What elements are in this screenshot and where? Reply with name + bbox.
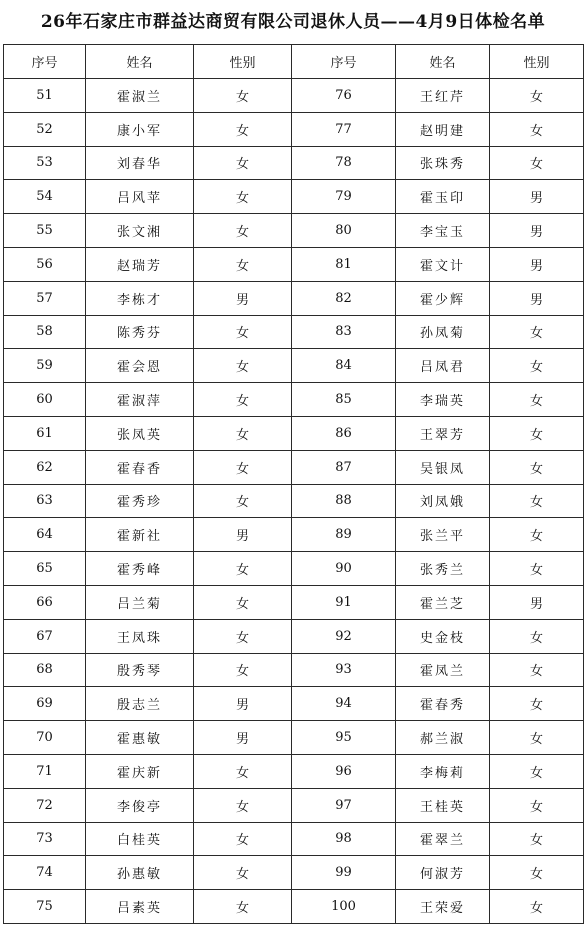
cell-name-right: 张珠秀 [396, 146, 490, 180]
cell-name-right: 郝兰淑 [396, 721, 490, 755]
table-row [4, 484, 584, 518]
cell-name-left: 霍淑兰 [86, 79, 194, 113]
cell-name-left: 李俊亭 [86, 788, 194, 822]
cell-sex-left: 女 [194, 619, 292, 653]
header-row [4, 45, 584, 79]
cell-sex-right: 女 [490, 653, 584, 687]
cell-no-left: 68 [4, 653, 86, 687]
cell-no-left: 69 [4, 687, 86, 721]
cell-no-left: 64 [4, 518, 86, 552]
cell-no-left: 55 [4, 214, 86, 248]
cell-sex-right: 男 [490, 585, 584, 619]
cell-name-right: 李宝玉 [396, 214, 490, 248]
cell-name-left: 霍淑萍 [86, 383, 194, 417]
cell-no-right: 86 [292, 416, 396, 450]
cell-sex-left: 女 [194, 653, 292, 687]
cell-no-right: 87 [292, 450, 396, 484]
cell-name-left: 霍惠敏 [86, 721, 194, 755]
cell-no-right: 88 [292, 484, 396, 518]
cell-sex-right: 女 [490, 822, 584, 856]
cell-sex-right: 女 [490, 79, 584, 113]
cell-name-right: 史金枝 [396, 619, 490, 653]
cell-no-right: 100 [292, 890, 396, 924]
cell-no-left: 52 [4, 112, 86, 146]
cell-no-left: 62 [4, 450, 86, 484]
cell-sex-left: 女 [194, 180, 292, 214]
cell-no-left: 57 [4, 281, 86, 315]
cell-name-right: 霍春秀 [396, 687, 490, 721]
table-row [4, 585, 584, 619]
cell-sex-left: 女 [194, 112, 292, 146]
cell-name-right: 王荣爱 [396, 890, 490, 924]
table-row [4, 721, 584, 755]
cell-name-right: 李瑞英 [396, 383, 490, 417]
table-row [4, 822, 584, 856]
cell-name-left: 吕兰菊 [86, 585, 194, 619]
table-row [4, 653, 584, 687]
cell-name-left: 吕素英 [86, 890, 194, 924]
table-row [4, 687, 584, 721]
cell-no-left: 63 [4, 484, 86, 518]
cell-name-left: 白桂英 [86, 822, 194, 856]
cell-sex-right: 女 [490, 856, 584, 890]
cell-no-right: 82 [292, 281, 396, 315]
cell-name-left: 孙惠敏 [86, 856, 194, 890]
cell-name-left: 刘春华 [86, 146, 194, 180]
cell-name-left: 王凤珠 [86, 619, 194, 653]
table-row [4, 754, 584, 788]
table-row [4, 180, 584, 214]
cell-sex-right: 女 [490, 721, 584, 755]
cell-no-left: 56 [4, 247, 86, 281]
table-row [4, 112, 584, 146]
cell-name-right: 霍少辉 [396, 281, 490, 315]
cell-sex-right: 女 [490, 315, 584, 349]
cell-name-right: 霍兰芝 [396, 585, 490, 619]
header-no-right: 序号 [292, 45, 396, 79]
cell-sex-left: 女 [194, 585, 292, 619]
cell-sex-right: 女 [490, 552, 584, 586]
cell-sex-left: 女 [194, 754, 292, 788]
table-row [4, 146, 584, 180]
table-row [4, 79, 584, 113]
header-name-right: 姓名 [396, 45, 490, 79]
cell-sex-left: 女 [194, 552, 292, 586]
cell-no-left: 73 [4, 822, 86, 856]
table-row [4, 552, 584, 586]
cell-no-left: 54 [4, 180, 86, 214]
cell-sex-left: 女 [194, 788, 292, 822]
cell-sex-right: 女 [490, 484, 584, 518]
header-no-left: 序号 [4, 45, 86, 79]
cell-name-left: 霍新社 [86, 518, 194, 552]
header-name-left: 姓名 [86, 45, 194, 79]
table-row [4, 281, 584, 315]
cell-name-right: 吴银凤 [396, 450, 490, 484]
cell-name-right: 霍玉印 [396, 180, 490, 214]
cell-no-right: 91 [292, 585, 396, 619]
cell-sex-right: 女 [490, 450, 584, 484]
cell-no-left: 61 [4, 416, 86, 450]
cell-name-left: 张凤英 [86, 416, 194, 450]
cell-no-left: 70 [4, 721, 86, 755]
cell-no-right: 83 [292, 315, 396, 349]
header-sex-right: 性别 [490, 45, 584, 79]
cell-no-left: 65 [4, 552, 86, 586]
cell-sex-right: 女 [490, 383, 584, 417]
cell-sex-left: 女 [194, 349, 292, 383]
cell-name-left: 霍庆新 [86, 754, 194, 788]
cell-name-right: 赵明建 [396, 112, 490, 146]
table-row [4, 349, 584, 383]
cell-sex-left: 女 [194, 315, 292, 349]
cell-no-left: 72 [4, 788, 86, 822]
cell-no-left: 71 [4, 754, 86, 788]
cell-sex-right: 男 [490, 281, 584, 315]
cell-sex-left: 女 [194, 416, 292, 450]
cell-sex-right: 女 [490, 687, 584, 721]
cell-no-right: 89 [292, 518, 396, 552]
cell-sex-right: 男 [490, 180, 584, 214]
cell-name-right: 霍翠兰 [396, 822, 490, 856]
cell-name-left: 张文湘 [86, 214, 194, 248]
cell-name-right: 张秀兰 [396, 552, 490, 586]
cell-no-left: 74 [4, 856, 86, 890]
document-title: 26年石家庄市群益达商贸有限公司退休人员——4月9日体检名单 [40, 12, 546, 32]
cell-name-left: 殷秀琴 [86, 653, 194, 687]
cell-sex-left: 女 [194, 247, 292, 281]
cell-no-right: 92 [292, 619, 396, 653]
cell-sex-right: 女 [490, 416, 584, 450]
cell-name-right: 吕凤君 [396, 349, 490, 383]
cell-sex-right: 女 [490, 619, 584, 653]
cell-sex-right: 女 [490, 518, 584, 552]
cell-name-right: 王桂英 [396, 788, 490, 822]
cell-no-right: 76 [292, 79, 396, 113]
table-row [4, 416, 584, 450]
table-row [4, 619, 584, 653]
cell-sex-left: 男 [194, 687, 292, 721]
roster-body [4, 79, 584, 924]
cell-sex-right: 女 [490, 146, 584, 180]
cell-name-left: 霍春香 [86, 450, 194, 484]
cell-sex-left: 男 [194, 721, 292, 755]
cell-no-right: 84 [292, 349, 396, 383]
cell-no-right: 93 [292, 653, 396, 687]
cell-sex-left: 女 [194, 450, 292, 484]
table-row [4, 518, 584, 552]
cell-sex-right: 女 [490, 754, 584, 788]
cell-sex-left: 女 [194, 79, 292, 113]
cell-sex-left: 女 [194, 484, 292, 518]
cell-name-left: 李栋才 [86, 281, 194, 315]
table-row [4, 383, 584, 417]
cell-name-left: 康小军 [86, 112, 194, 146]
table-row [4, 890, 584, 924]
cell-no-right: 96 [292, 754, 396, 788]
cell-no-right: 98 [292, 822, 396, 856]
cell-sex-left: 女 [194, 383, 292, 417]
cell-no-left: 59 [4, 349, 86, 383]
cell-sex-left: 女 [194, 856, 292, 890]
cell-no-left: 60 [4, 383, 86, 417]
cell-no-right: 78 [292, 146, 396, 180]
cell-no-right: 81 [292, 247, 396, 281]
cell-name-right: 张兰平 [396, 518, 490, 552]
cell-name-left: 霍秀峰 [86, 552, 194, 586]
cell-sex-right: 女 [490, 349, 584, 383]
table-row [4, 788, 584, 822]
cell-no-left: 67 [4, 619, 86, 653]
cell-no-right: 99 [292, 856, 396, 890]
cell-name-right: 何淑芳 [396, 856, 490, 890]
cell-no-left: 53 [4, 146, 86, 180]
cell-no-left: 58 [4, 315, 86, 349]
cell-no-right: 95 [292, 721, 396, 755]
cell-name-left: 霍会恩 [86, 349, 194, 383]
cell-sex-right: 女 [490, 890, 584, 924]
cell-sex-right: 男 [490, 214, 584, 248]
cell-name-left: 陈秀芬 [86, 315, 194, 349]
cell-name-right: 刘凤娥 [396, 484, 490, 518]
table-row [4, 450, 584, 484]
cell-no-right: 77 [292, 112, 396, 146]
cell-no-right: 90 [292, 552, 396, 586]
cell-sex-left: 女 [194, 146, 292, 180]
cell-name-right: 霍文计 [396, 247, 490, 281]
cell-sex-right: 女 [490, 788, 584, 822]
cell-sex-left: 男 [194, 281, 292, 315]
cell-no-left: 51 [4, 79, 86, 113]
cell-name-right: 孙凤菊 [396, 315, 490, 349]
cell-sex-left: 女 [194, 214, 292, 248]
cell-no-left: 66 [4, 585, 86, 619]
cell-name-right: 王翠芳 [396, 416, 490, 450]
roster-table [3, 44, 584, 924]
cell-name-right: 王红芹 [396, 79, 490, 113]
table-row [4, 315, 584, 349]
cell-no-right: 80 [292, 214, 396, 248]
cell-no-left: 75 [4, 890, 86, 924]
cell-sex-left: 男 [194, 518, 292, 552]
cell-no-right: 79 [292, 180, 396, 214]
cell-no-right: 94 [292, 687, 396, 721]
cell-no-right: 97 [292, 788, 396, 822]
cell-sex-right: 男 [490, 247, 584, 281]
table-row [4, 214, 584, 248]
cell-name-left: 吕风苹 [86, 180, 194, 214]
header-sex-left: 性别 [194, 45, 292, 79]
cell-name-left: 殷志兰 [86, 687, 194, 721]
cell-sex-right: 女 [490, 112, 584, 146]
cell-sex-left: 女 [194, 890, 292, 924]
table-row [4, 247, 584, 281]
cell-sex-left: 女 [194, 822, 292, 856]
table-row [4, 856, 584, 890]
cell-no-right: 85 [292, 383, 396, 417]
cell-name-left: 赵瑞芳 [86, 247, 194, 281]
cell-name-right: 李梅莉 [396, 754, 490, 788]
cell-name-right: 霍凤兰 [396, 653, 490, 687]
cell-name-left: 霍秀珍 [86, 484, 194, 518]
